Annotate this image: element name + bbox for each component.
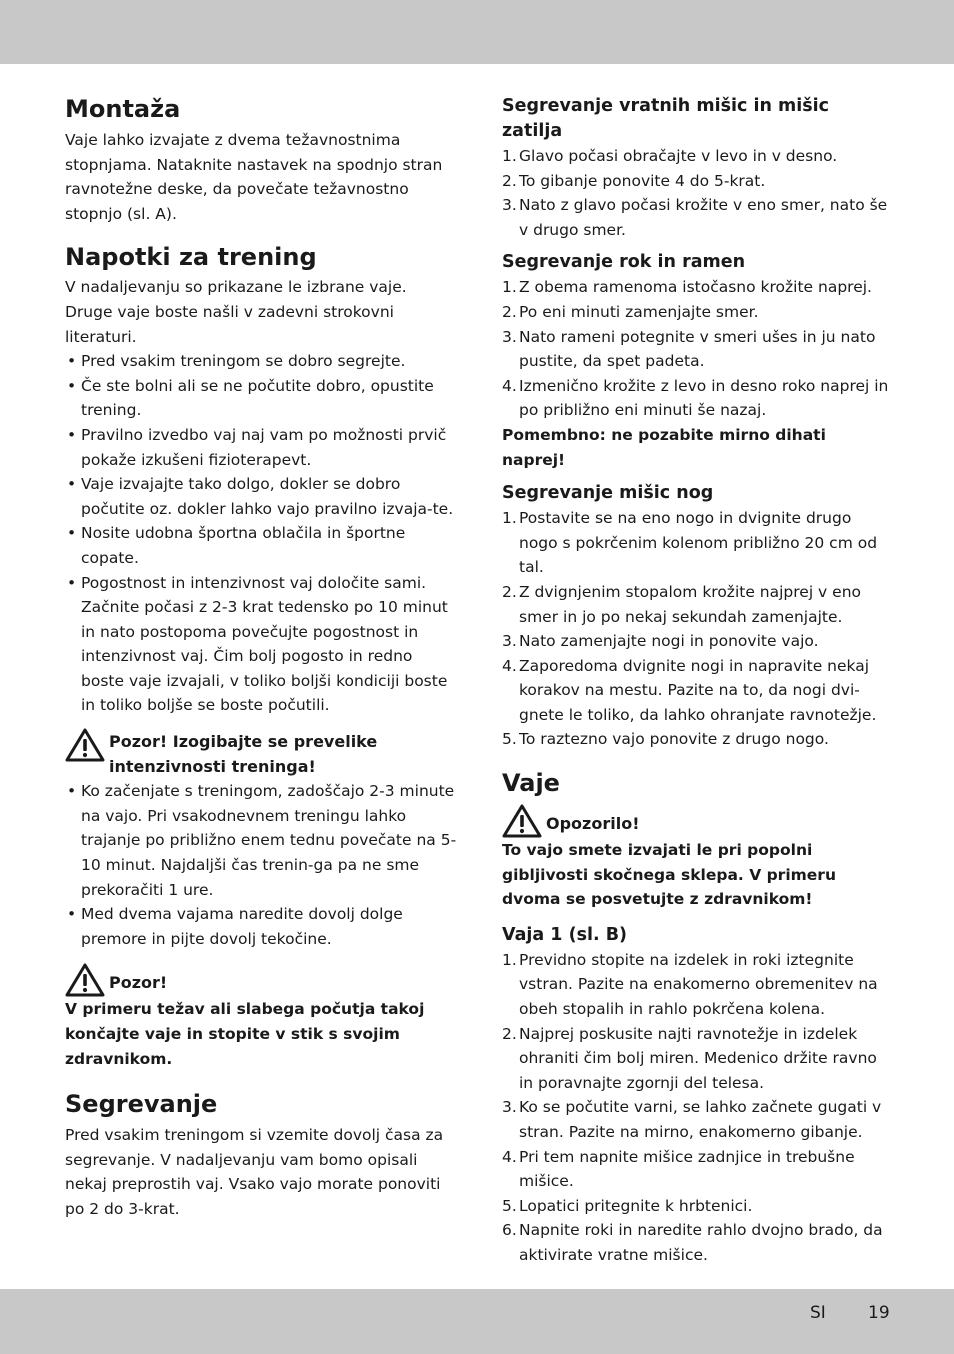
list-item: [502, 300, 894, 325]
warning-icon: [65, 728, 105, 762]
list-item: [502, 169, 894, 194]
intensity-list: [65, 779, 457, 951]
heading-vratne-misice: Segrevanje vratnih mišic in mišic zatilja: [502, 96, 830, 141]
item-number: 4.: [502, 1147, 517, 1166]
heading-roke-ramena: Segrevanje rok in ramen: [502, 252, 746, 273]
roke-list: [502, 275, 894, 423]
item-number: 2.: [502, 1024, 517, 1043]
warning-intensity-line2: intenzivnosti treninga!: [109, 756, 316, 776]
item-text: Izmenično krožite z levo in desno roko naprej in po približno eni minuti še nazaj.: [519, 376, 889, 420]
warning-pozor-label: Pozor!: [109, 973, 168, 993]
list-item: [502, 1095, 894, 1144]
warning-opozorilo-text: To vajo smete izvajati le pri popolni gibljivosti skočnega sklepa. V primeru dvoma se posvetujte z zdravnikom!: [502, 841, 836, 909]
item-number: 2.: [502, 582, 517, 601]
heading-segrevanje: Segrevanje: [65, 1090, 218, 1119]
warning-icon: [502, 804, 542, 838]
list-item: [502, 325, 894, 374]
warning-opozorilo-label: Opozorilo!: [546, 814, 640, 834]
warning-pozor-text: V primeru težav ali slabega počutja takoj končajte vaje in stopite v stik s svojim zdravnikom.: [65, 1000, 425, 1068]
noge-list: [502, 506, 894, 752]
item-text: Nato rameni potegnite v smeri ušes in ju nato pustite, da spet padeta.: [519, 327, 876, 371]
list-item: [502, 654, 894, 728]
item-number: 5.: [502, 730, 517, 749]
list-item: [502, 1145, 894, 1194]
item-number: 3.: [502, 327, 517, 346]
vrat-list: [502, 144, 894, 242]
item-number: 1.: [502, 509, 517, 528]
warning-icon: [65, 963, 105, 997]
item-text: To raztezno vajo ponovite z drugo nogo.: [519, 730, 829, 749]
item-text: Nato z glavo počasi krožite v eno smer, nato še v drugo smer.: [519, 196, 888, 239]
item-number: 1.: [502, 950, 517, 969]
list-item: [502, 144, 894, 169]
header-bar: [0, 0, 954, 64]
warning-intensity: [65, 728, 457, 779]
list-item: • Pravilno izvedbo vaj naj vam po možnosti prvič pokaže izkušeni fizioterapevt.: [65, 423, 457, 472]
item-number: 6.: [502, 1221, 517, 1240]
list-item: • Vaje izvajajte tako dolgo, dokler se dobro počutite oz. dokler lahko vajo pravilno izvaja-te.: [65, 472, 457, 521]
item-text: Zaporedoma dvignite nogi in napravite nekaj korakov na mestu. Pazite na to, da nogi dvi-gnete le toliko, da lahko ohranjate ravnotežje.: [519, 656, 877, 724]
item-number: 2.: [502, 171, 517, 190]
heading-vaje: Vaje: [502, 769, 560, 798]
item-text: Lopatici pritegnite k hrbtenici.: [519, 1196, 753, 1215]
heading-napotki: Napotki za trening: [65, 243, 317, 272]
list-item: [502, 506, 894, 580]
item-number: 2.: [502, 302, 517, 321]
item-text: Nato zamenjajte nogi in ponovite vajo.: [519, 632, 819, 651]
list-item: [502, 1194, 894, 1219]
item-text: Previdno stopite na izdelek in roki iztegnite vstran. Pazite na enakomerno obremenitev na obeh stopalih in rahlo pokrčena kolena.: [519, 950, 878, 1019]
page-number: 19: [868, 1303, 890, 1323]
item-text: Ko se počutite varni, se lahko začnete gugati v stran. Pazite na mirno, enakomerno gibanje.: [519, 1098, 882, 1141]
warning-opozorilo: [502, 804, 894, 838]
list-item: [502, 1218, 894, 1267]
list-item: • Pogostnost in intenzivnost vaj določite sami. Začnite počasi z 2-3 krat tedensko po 10 minut in nato postopoma povečujte pogostnost in intenzivnost vaj. Čim bolj pogosto in redno boste vaje izvajali, v toliko boljši kondiciji boste in toliko boljše se boste počutili.: [65, 571, 457, 719]
item-text: Z dvignjenim stopalom krožite najprej v eno smer in jo po nekaj sekundah zamenjajte.: [519, 582, 861, 626]
heading-vaja1: Vaja 1 (sl. B): [502, 924, 628, 945]
item-text: Postavite se na eno nogo in dvignite drugo nogo s pokrčenim kolenom približno 20 cm od tal.: [519, 509, 878, 577]
heading-montaza: Montaža: [65, 95, 181, 123]
montaza-text: Vaje lahko izvajate z dvema težavnostnima stopnjama. Nataknite nastavek na spodnjo stran ravnotežne deske, da povečate težavnostno stopnjo (sl. A).: [65, 131, 443, 223]
list-item: [502, 580, 894, 629]
list-item: [502, 275, 894, 300]
item-text: Po eni minuti zamenjajte smer.: [519, 302, 759, 321]
left-column: [65, 92, 457, 1222]
warning-intensity-line1: Pozor! Izogibajte se prevelike: [109, 732, 378, 752]
item-number: 3.: [502, 1098, 517, 1117]
item-number: 4.: [502, 656, 517, 675]
list-item: [502, 727, 894, 752]
list-item: • Pred vsakim treningom se dobro segrejte.: [65, 349, 457, 374]
item-text: Najprej poskusite najti ravnotežje in izdelek ohraniti čim bolj miren. Medenico držite ravno in poravnajte zgornji del telesa.: [519, 1024, 877, 1092]
item-text: Z obema ramenoma istočasno krožite naprej.: [519, 278, 872, 297]
heading-noge: Segrevanje mišic nog: [502, 483, 714, 504]
breathing-note: Pomembno: ne pozabite mirno dihati naprej!: [502, 425, 826, 469]
list-item: [502, 374, 894, 423]
list-item: [502, 629, 894, 654]
list-item: [502, 948, 894, 1022]
list-item: • Med dvema vajama naredite dovolj dolge premore in pijte dovolj tekočine.: [65, 902, 457, 951]
item-text: Pri tem napnite mišice zadnjice in trebušne mišice.: [519, 1147, 855, 1191]
item-text: Glavo počasi obračajte v levo in v desno.: [519, 147, 838, 165]
item-number: 3.: [502, 196, 517, 215]
item-number: 3.: [502, 632, 517, 651]
list-item: • Nosite udobna športna oblačila in športne copate.: [65, 521, 457, 570]
list-item: • Ko začenjate s treningom, zadoščajo 2-3 minute na vajo. Pri vsakodnevnem treningu lahko trajanje po približno enem tednu povečate na 5-10 minut. Najdaljši čas trenin-ga pa ne sme prekoračiti 1 ure.: [65, 779, 457, 902]
right-column: [502, 94, 894, 1268]
napotki-list: [65, 349, 457, 718]
item-number: 1.: [502, 278, 517, 297]
item-number: 4.: [502, 376, 517, 395]
napotki-intro: V nadaljevanju so prikazane le izbrane vaje. Druge vaje boste našli v zadevni strokovni literaturi.: [65, 278, 407, 346]
warning-pozor: [65, 963, 457, 997]
item-text: To gibanje ponovite 4 do 5-krat.: [519, 171, 766, 190]
item-number: 5.: [502, 1196, 517, 1215]
list-item: [502, 193, 894, 242]
item-number: 1.: [502, 147, 517, 165]
segrevanje-text: Pred vsakim treningom si vzemite dovolj časa za segrevanje. V nadaljevanju vam bomo opisali nekaj preprostih vaj. Vsako vajo morate ponoviti po 2 do 3-krat.: [65, 1126, 444, 1218]
list-item: • Če ste bolni ali se ne počutite dobro, opustite trening.: [65, 374, 457, 423]
item-text: Napnite roki in naredite rahlo dvojno brado, da aktivirate vratne mišice.: [519, 1221, 883, 1264]
list-item: [502, 1022, 894, 1096]
vaja1-list: [502, 948, 894, 1268]
footer-language: SI: [810, 1303, 826, 1323]
